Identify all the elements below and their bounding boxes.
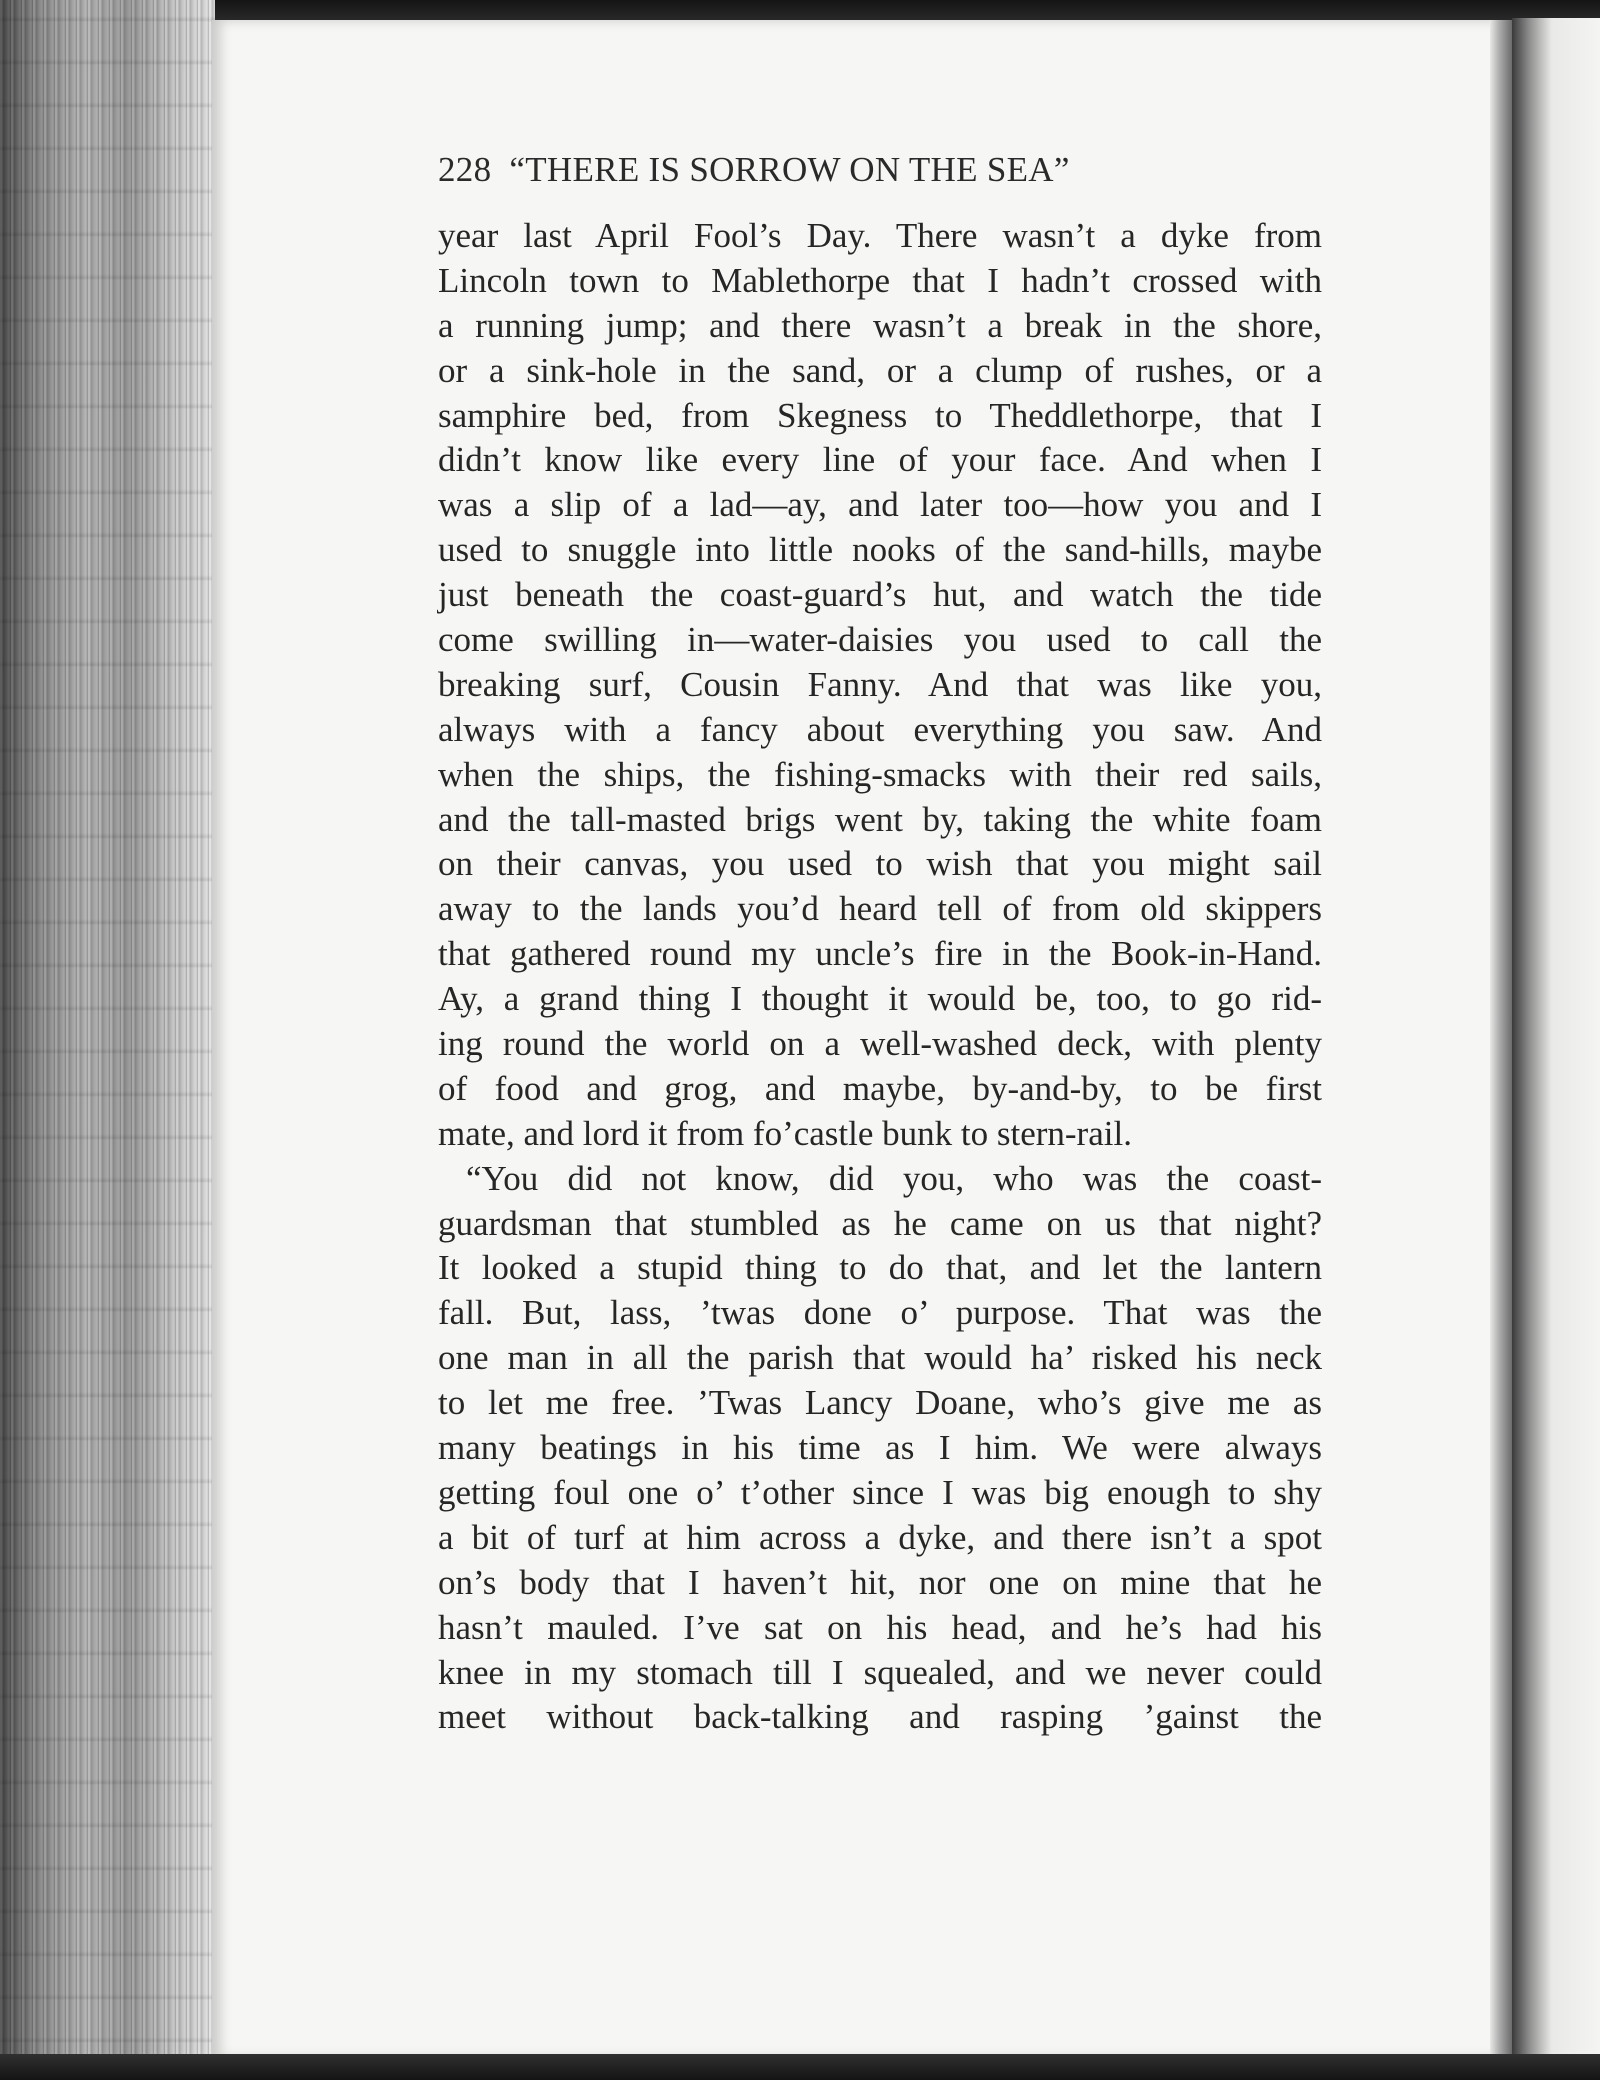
text-line: of food and grog, and maybe, by-and-by, to be first [438,1068,1322,1108]
text-line: on’s body that I haven’t hit, nor one on mine that he [438,1562,1322,1602]
text-line: year last April Fool’s Day. There wasn’t a dyke from [438,216,1322,255]
text-line: many beatings in his time as I him. We were always [438,1428,1322,1468]
paragraph-last-line: mate, and lord it from fo’castle bunk to stern-rail. [438,1113,1132,1153]
text-line: getting foul one o’ t’other since I was big enough to shy [438,1472,1322,1512]
text-line: always with a fancy about everything you saw. And [438,709,1322,749]
text-line: fall. But, lass, ’twas done o’ purpose. That was the [438,1293,1322,1333]
text-line: ing round the world on a well-washed deck, with plenty [438,1024,1322,1064]
text-line: meet without back-talking and rasping ’gainst the [438,1697,1322,1737]
text-line: knee in my stomach till I squealed, and we never could [438,1652,1322,1692]
text-line: didn’t know like every line of your face. And when I [438,440,1322,480]
text-line: one man in all the parish that would ha’ risked his neck [438,1338,1322,1378]
text-line: a running jump; and there wasn’t a break in the shore, [438,305,1322,345]
text-line: samphire bed, from Skegness to Theddlethorpe, that I [438,395,1322,435]
text-line: just beneath the coast-guard’s hut, and watch the tide [438,575,1322,615]
text-line: on their canvas, you used to wish that you might sail [438,844,1322,884]
text-line: Ay, a grand thing I thought it would be, too, to go rid- [438,979,1322,1019]
facing-page-edge [1512,18,1600,2064]
text-line: Lincoln town to Mablethorpe that I hadn’t crossed with [438,260,1322,300]
text-line: guardsman that stumbled as he came on us that night? [438,1203,1322,1243]
text-line: breaking surf, Cousin Fanny. And that was like you, [438,664,1322,704]
body-text [438,214,1322,1740]
running-head-title: “THERE IS SORROW ON THE SEA” [509,150,1070,189]
text-line: used to snuggle into little nooks of the sand-hills, maybe [438,530,1322,570]
text-line: or a sink-hole in the sand, or a clump of rushes, or a [438,350,1322,390]
running-head [438,150,1318,190]
text-line: to let me free. ’Twas Lancy Doane, who’s give me as [438,1383,1322,1423]
text-line: come swilling in—water-daisies you used to call the [438,620,1322,660]
text-line: away to the lands you’d heard tell of from old skippers [438,889,1322,929]
page-number: 228 [438,150,492,189]
text-line: when the ships, the fishing-smacks with their red sails, [438,754,1322,794]
text-line: a bit of turf at him across a dyke, and there isn’t a spot [438,1517,1322,1557]
text-line: that gathered round my uncle’s fire in the Book-in-Hand. [438,934,1322,974]
page-gutter-shadow [1490,20,1512,2058]
text-line: and the tall-masted brigs went by, taking the white foam [438,799,1322,839]
paragraph-first-line: “You did not know, did you, who was the coast- [466,1158,1322,1198]
text-line: hasn’t mauled. I’ve sat on his head, and he’s had his [438,1607,1322,1647]
text-line: was a slip of a lad—ay, and later too—how you and I [438,485,1322,525]
text-line: It looked a stupid thing to do that, and let the lantern [438,1248,1322,1288]
scan-bottom-border [0,2054,1600,2080]
book-page-edges [0,0,215,2080]
